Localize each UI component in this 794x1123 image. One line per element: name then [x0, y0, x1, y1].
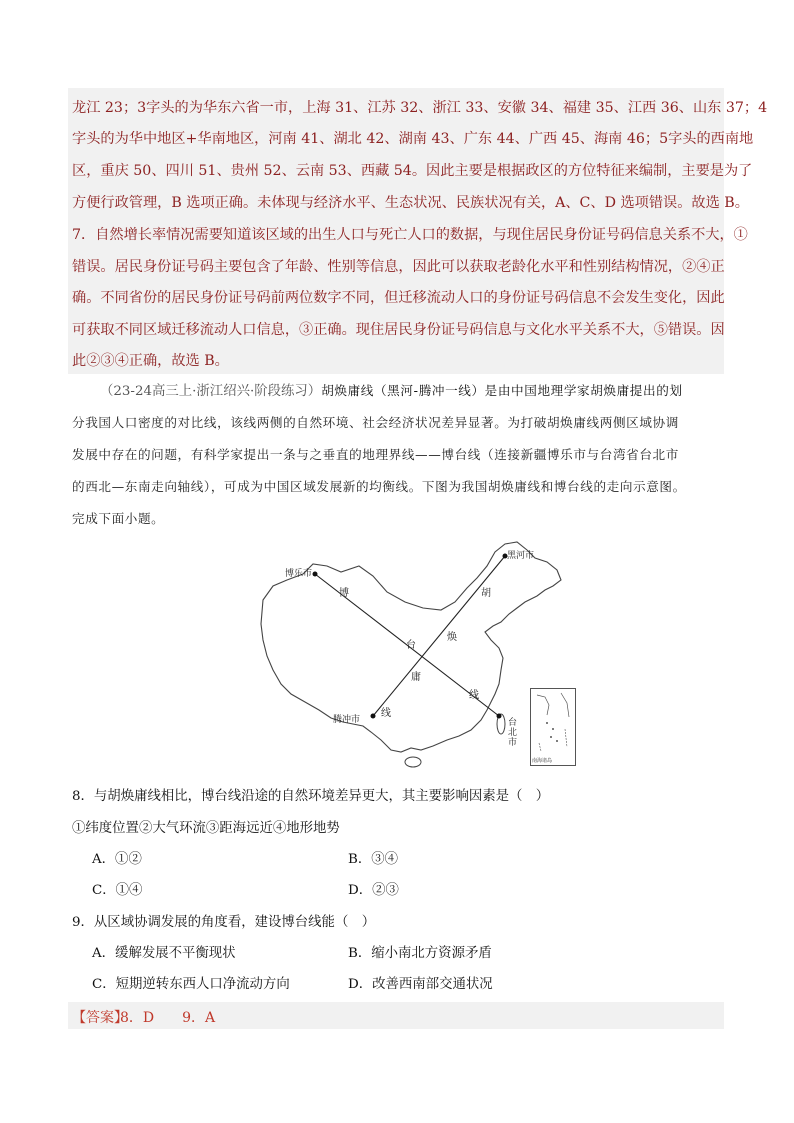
question-8-factors: ①纬度位置②大气环流③距海远近④地形地势 — [72, 821, 340, 836]
question-intro-first-line — [100, 382, 683, 401]
question-9-stem: 9．从区域协调发展的角度看，建设博台线能（ ） — [72, 915, 376, 930]
explanation-line: 7．自然增长率情况需要知道该区域的出生人口与死亡人口的数据，与现住居民身份证号码信息关系不大，① — [72, 227, 748, 243]
question-9-option-a[interactable]: A．缓解发展不平衡现状 — [92, 946, 236, 961]
answer-tag: 【答案】 — [72, 1010, 128, 1026]
botai-char: 博 — [339, 588, 349, 599]
question-8-option-b[interactable]: B．③④ — [348, 852, 399, 867]
tengchong-label: 腾冲市 — [333, 715, 361, 725]
answer-values: 8．D 9．A — [120, 1010, 216, 1026]
explanation-line: 方便行政管理，B 选项正确。未体现与经济水平、生态状况、民族状况有关，A、C、D 选项错误。故选 B。 — [72, 195, 749, 211]
explanation-line: 可获取不同区域迁移流动人口信息，③正确。现住居民身份证号码信息与文化水平关系不大，⑤错误。因 — [72, 322, 725, 338]
hu-char: 胡 — [481, 588, 491, 599]
hu-char: 线 — [381, 708, 391, 719]
south-china-sea-inset — [530, 688, 576, 766]
question-8-stem: 8．与胡焕庸线相比，博台线沿途的自然环境差异更大，其主要影响因素是（ ） — [72, 789, 550, 804]
explanation-line: 区，重庆 50、四川 51、贵州 52、云南 53、西藏 54。因此主要是根据政区的方位特征来编制，主要是为了 — [72, 163, 753, 179]
botai-char: 台 — [406, 640, 416, 651]
answer-bar — [68, 1002, 724, 1029]
bole-dot — [313, 572, 318, 577]
question-8-option-a[interactable]: A．①② — [92, 852, 142, 867]
intro-line: 分我国人口密度的对比线，该线两侧的自然环境、社会经济状况差异显著。为打破胡焕庸线两侧区域协调 — [72, 415, 679, 430]
hu-char: 庸 — [411, 672, 421, 683]
explanation-line: 字头的为华中地区+华南地区，河南 41、湖北 42、湖南 43、广东 44、广西 45、海南 46；5字头的西南地 — [72, 131, 754, 147]
question-source: （23-24高三上·浙江绍兴·阶段练习） — [100, 384, 322, 399]
explanation-line: 此②③④正确，故选 B。 — [72, 353, 229, 369]
botai-char: 线 — [469, 690, 479, 701]
inset-islands — [531, 689, 575, 765]
bole-label: 博乐市 — [285, 569, 313, 579]
intro-line: 完成下面小题。 — [72, 511, 165, 526]
intro-line: 的西北—东南走向轴线），可成为中国区域发展新的均衡线。下图为我国胡焕庸线和博台线的走向示意图。 — [72, 479, 686, 494]
question-8-option-c[interactable]: C．①④ — [92, 883, 143, 898]
explanation-line: 错误。居民身份证号码主要包含了年龄、性别等信息，因此可以获取老龄化水平和性别结构情况，②④正 — [72, 259, 725, 275]
question-9-option-c[interactable]: C．短期逆转东西人口净流动方向 — [92, 977, 290, 992]
question-9-option-b[interactable]: B．缩小南北方资源矛盾 — [348, 946, 492, 961]
question-9-option-d[interactable]: D．改善西南部交通状况 — [348, 977, 493, 992]
intro-line: 发展中存在的问题，有科学家提出一条与之垂直的地理界线——博台线（连接新疆博乐市与台湾省台北市 — [72, 447, 679, 462]
china-map-figure — [255, 536, 575, 776]
explanation-line: 龙江 23；3字头的为华东六省一市，上海 31、江苏 32、浙江 33、安徽 34、福建 35、江西 36、山东 37；4 — [72, 100, 768, 116]
hainan-island — [405, 757, 421, 767]
taibei-dot — [497, 714, 502, 719]
explanation-line: 确。不同省份的居民身份证号码前两位数字不同，但迁移流动人口的身份证号码信息不会发生变化，因此 — [72, 290, 725, 306]
inset-caption: 南海诸岛 — [532, 758, 553, 764]
taibei-label: 台北市 — [508, 718, 518, 748]
intro-text: 胡焕庸线（黑河-腾冲一线）是由中国地理学家胡焕庸提出的划 — [321, 383, 683, 398]
hu-char: 焕 — [447, 632, 457, 643]
tengchong-dot — [371, 714, 376, 719]
heihe-label: 黑河市 — [507, 551, 535, 561]
question-8-option-d[interactable]: D．②③ — [348, 883, 399, 898]
